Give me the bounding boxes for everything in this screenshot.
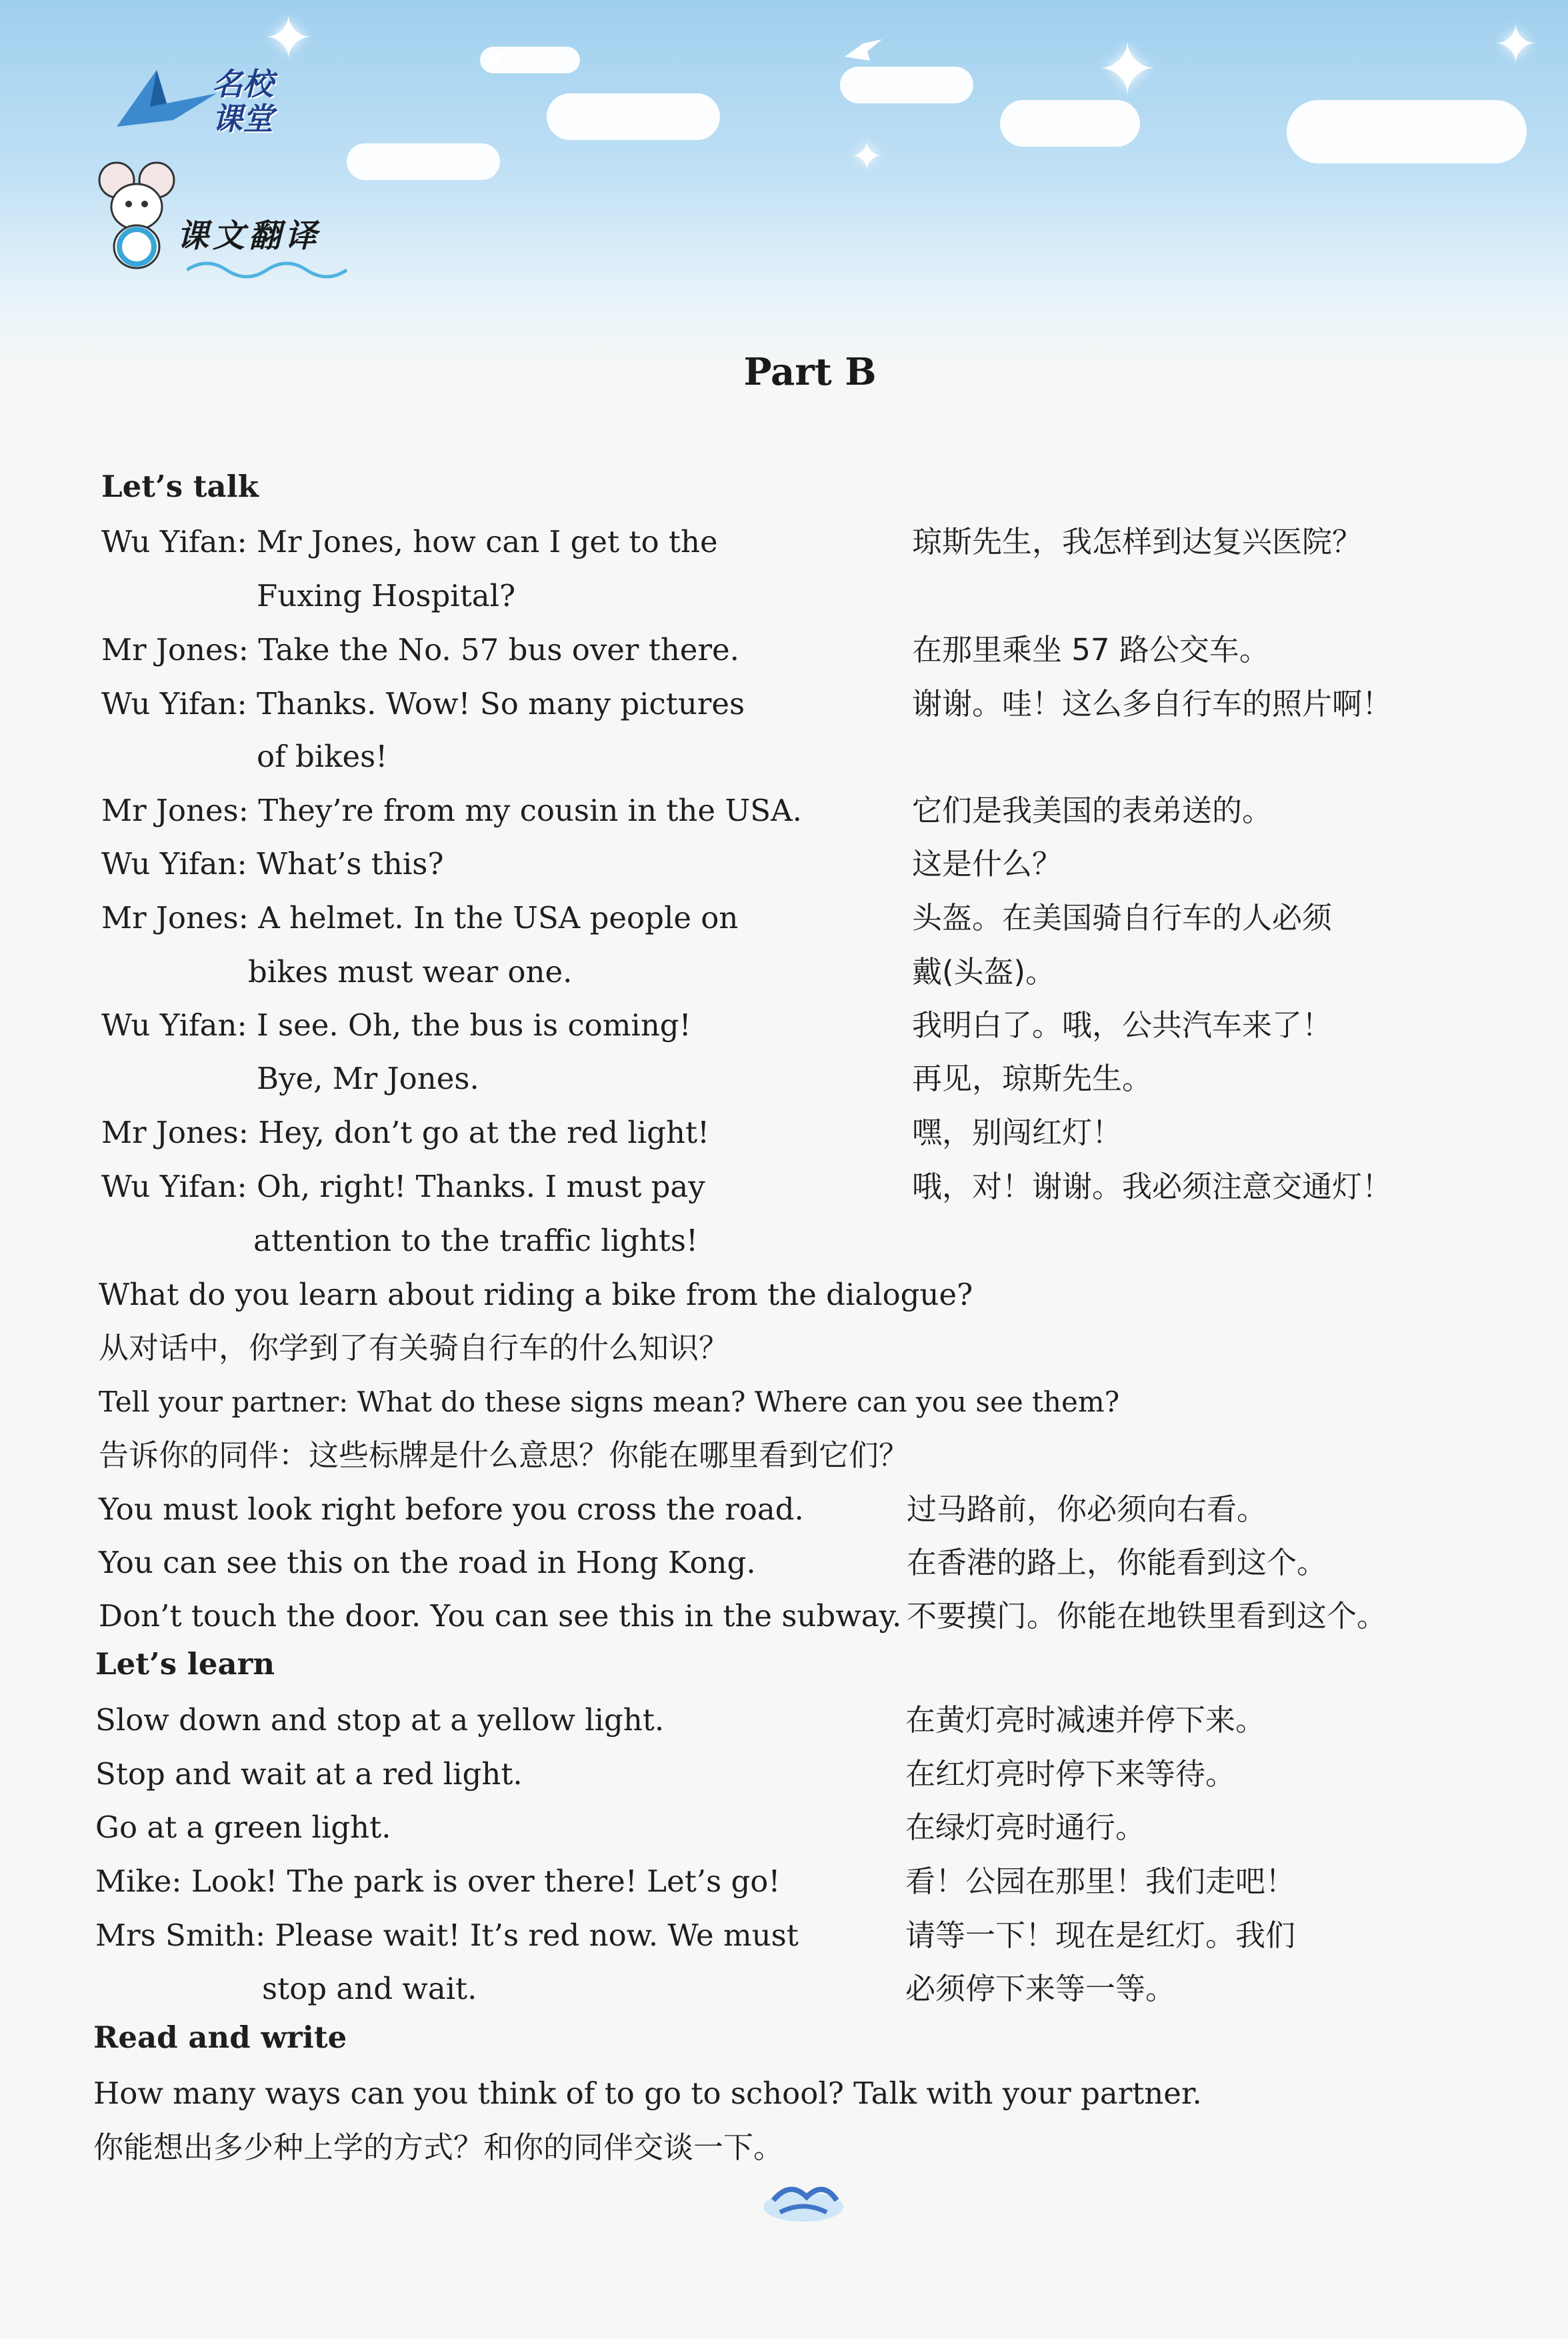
learn-line-zh: 看！公园在那里！我们走吧！ (905, 1864, 1296, 1899)
bird-icon (480, 47, 513, 69)
sign-line-zh: 过马路前，你必须向右看。 (907, 1492, 1267, 1527)
learn-line-zh: 在绿灯亮时通行。 (905, 1810, 1146, 1845)
paper-crane-icon (110, 57, 223, 137)
page-title: Part B (743, 350, 877, 394)
instruction-zh: 告诉你的同伴：这些标牌是什么意思？你能在哪里看到它们？ (99, 1438, 909, 1473)
sign-line-en: Don’t touch the door. You can see this in the subway. (99, 1598, 902, 1634)
dialogue-line-en: Mr Jones: Hey, don’t go at the red light! (101, 1115, 710, 1150)
page-number-ornament-icon (760, 2174, 847, 2227)
sign-line-zh: 不要摸门。你能在地铁里看到这个。 (907, 1598, 1387, 1634)
dialogue-line-zh: 我明白了。哦，公共汽车来了！ (912, 1007, 1333, 1043)
instruction-en: Tell your partner: What do these signs mean? Where can you see them? (99, 1386, 1120, 1418)
dialogue-line-zh: 这是什么？ (912, 846, 1063, 881)
cloud (347, 143, 500, 180)
read-line-zh: 你能想出多少种上学的方式？和你的同伴交谈一下。 (93, 2130, 784, 2165)
dialogue-line-zh: 谢谢。哇！这么多自行车的照片啊！ (912, 686, 1393, 721)
bird-icon (843, 37, 883, 63)
wave-line-icon (187, 257, 360, 283)
dialogue-line-zh: 在那里乘坐 57 路公交车。 (912, 632, 1269, 667)
section-heading: Let’s learn (95, 1646, 275, 1682)
learn-line-en: stop and wait. (262, 1971, 477, 2006)
dialogue-line-en: Wu Yifan: I see. Oh, the bus is coming! (101, 1007, 691, 1043)
cloud (840, 67, 973, 103)
brand-line: 课堂 (212, 101, 273, 137)
section-heading: Let’s talk (101, 469, 259, 504)
dialogue-line-zh: 嘿，别闯红灯！ (912, 1115, 1123, 1150)
dialogue-line-zh: 它们是我美国的表弟送的。 (912, 793, 1273, 828)
sign-line-zh: 在香港的路上，你能看到这个。 (907, 1545, 1327, 1580)
dialogue-line-en: Wu Yifan: Mr Jones, how can I get to the (101, 524, 718, 559)
learn-line-zh: 在红灯亮时停下来等待。 (905, 1756, 1236, 1792)
dialogue-line-en: Mr Jones: Take the No. 57 bus over there. (101, 632, 739, 667)
dialogue-line-en: Wu Yifan: Oh, right! Thanks. I must pay (101, 1169, 705, 1204)
learn-line-en: Stop and wait at a red light. (95, 1756, 523, 1792)
learn-line-en: Slow down and stop at a yellow light. (95, 1702, 665, 1738)
dialogue-line-en: Wu Yifan: What’s this? (101, 846, 444, 881)
dialogue-line-zh: 戴(头盔)。 (912, 954, 1056, 989)
sign-line-en: You can see this on the road in Hong Kong. (99, 1545, 756, 1580)
question-en: What do you learn about riding a bike from the dialogue? (99, 1277, 973, 1312)
sparkle-icon: ✦ (1097, 27, 1159, 112)
dialogue-line-zh: 琼斯先生，我怎样到达复兴医院？ (912, 524, 1363, 559)
learn-line-zh: 请等一下！现在是红灯。我们 (905, 1918, 1296, 1953)
learn-line-zh: 必须停下来等一等。 (905, 1971, 1176, 2006)
dialogue-line-en: Mr Jones: A helmet. In the USA people on (101, 900, 739, 935)
dialogue-line-en: Mr Jones: They’re from my cousin in the USA. (101, 793, 802, 828)
dialogue-line-en: Bye, Mr Jones. (257, 1061, 479, 1096)
learn-line-en: Mrs Smith: Please wait! It’s red now. We must (95, 1918, 799, 1953)
dialogue-line-en: of bikes! (257, 739, 388, 774)
mouse-mascot-icon (97, 160, 177, 273)
cloud (1287, 100, 1527, 163)
dialogue-line-en: bikes must wear one. (248, 954, 573, 989)
question-zh: 从对话中，你学到了有关骑自行车的什么知识？ (99, 1330, 729, 1366)
dialogue-line-zh: 哦，对！谢谢。我必须注意交通灯！ (912, 1169, 1393, 1204)
learn-line-zh: 在黄灯亮时减速并停下来。 (905, 1702, 1266, 1738)
section-heading: Read and write (93, 2020, 347, 2055)
dialogue-line-en: Fuxing Hospital? (257, 578, 516, 613)
dialogue-line-en: Wu Yifan: Thanks. Wow! So many pictures (101, 686, 745, 721)
brand-line: 名校 (212, 66, 273, 102)
sparkle-icon: ✦ (850, 133, 884, 180)
learn-line-en: Go at a green light. (95, 1810, 391, 1845)
dialogue-line-zh: 再见，琼斯先生。 (912, 1061, 1153, 1096)
sign-line-en: You must look right before you cross the road. (99, 1492, 804, 1527)
brand-logo (212, 67, 273, 136)
sparkle-icon: ✦ (1493, 13, 1539, 75)
sparkle-icon: ✦ (263, 3, 314, 73)
dialogue-line-zh: 头盔。在美国骑自行车的人必须 (912, 900, 1333, 935)
learn-line-en: Mike: Look! The park is over there! Let’s go! (95, 1864, 781, 1899)
dialogue-line-en: attention to the traffic lights! (253, 1223, 699, 1258)
cloud (547, 93, 720, 140)
section-label: 课文翻译 (177, 217, 321, 255)
read-line-en: How many ways can you think of to go to school? Talk with your partner. (93, 2076, 1202, 2111)
sky-banner (0, 0, 1568, 373)
